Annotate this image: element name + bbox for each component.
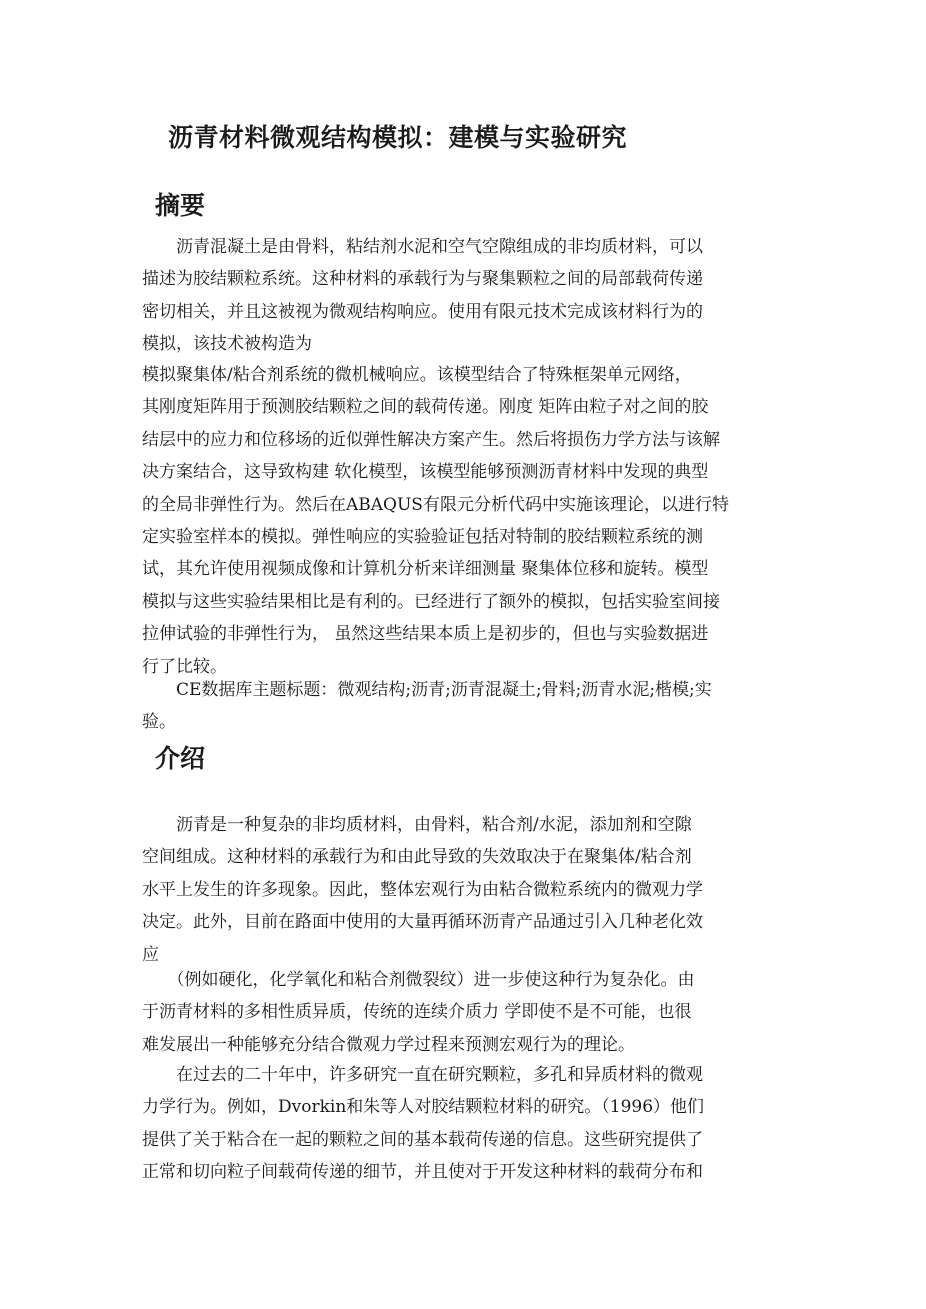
text-line: 力学行为。例如，Dvorkin和朱等人对胶结颗粒材料的研究。（1996）他们 <box>142 1097 705 1118</box>
text-line: 决方案结合，这导致构建 软化模型，该模型能够预测沥青材料中发现的典型 <box>142 462 709 483</box>
text-line: 的全局非弹性行为。然后在ABAQUS有限元分析代码中实施该理论，以进行特 <box>142 494 729 515</box>
text-line: 应 <box>142 944 159 965</box>
text-line: 描述为胶结颗粒系统。这种材料的承载行为与聚集颗粒之间的局部载荷传递 <box>142 269 703 290</box>
text-line: 模拟，该技术被构造为 <box>142 334 312 355</box>
text-line: 沥青混凝土是由骨料，粘结剂水泥和空气空隙组成的非均质材料，可以 <box>142 237 703 257</box>
abstract-paragraph-1 <box>142 231 782 361</box>
page-title: 沥青材料微观结构模拟：建模与实验研究 <box>168 123 628 152</box>
subject-headings <box>142 674 782 739</box>
abstract-paragraph-2 <box>142 359 782 683</box>
text-line: 结层中的应力和位移场的近似弹性解决方案产生。然后将损伤力学方法与该解 <box>142 429 720 450</box>
text-line: 水平上发生的许多现象。因此，整体宏观行为由粘合微粒系统内的微观力学 <box>142 879 703 900</box>
text-line: 行了比较。 <box>142 656 227 677</box>
introduction-paragraph-2 <box>142 964 782 1061</box>
text-line: 于沥青材料的多相性质异质，传统的连续介质力 学即使不是不可能，也很 <box>142 1002 692 1023</box>
text-line: （例如硬化，化学氧化和粘合剂微裂纹）进一步使这种行为复杂化。由 <box>142 970 695 990</box>
text-line: 试，其允许使用视频成像和计算机分析来详细测量 聚集体位移和旋转。模型 <box>142 559 709 580</box>
text-line: 其刚度矩阵用于预测胶结颗粒之间的载荷传递。刚度 矩阵由粒子对之间的胶 <box>142 397 709 418</box>
text-line: 正常和切向粒子间载荷传递的细节，并且使对于开发这种材料的载荷分布和 <box>142 1162 703 1183</box>
text-line: 拉伸试验的非弹性行为， 虽然这些结果本质上是初步的，但也与实验数据进 <box>142 624 709 645</box>
text-line: 模拟与这些实验结果相比是有利的。已经进行了额外的模拟，包括实验室间接 <box>142 591 720 612</box>
abstract-heading: 摘要 <box>155 191 206 220</box>
text-line: 难发展出一种能够充分结合微观力学过程来预测宏观行为的理论。 <box>142 1034 635 1055</box>
text-line: 模拟聚集体/粘合剂系统的微机械响应。该模型结合了特殊框架单元网络， <box>142 365 692 385</box>
introduction-paragraph-1 <box>142 809 782 971</box>
introduction-paragraph-3 <box>142 1059 782 1189</box>
text-line: CE数据库主题标题：微观结构;沥青;沥青混凝土;骨料;沥青水泥;楷模;实 <box>142 680 712 700</box>
text-line: 验。 <box>142 712 176 733</box>
text-line: 密切相关，并且这被视为微观结构响应。使用有限元技术完成该材料行为的 <box>142 301 703 322</box>
text-line: 在过去的二十年中，许多研究一直在研究颗粒，多孔和异质材料的微观 <box>142 1065 703 1085</box>
text-line: 空间组成。这种材料的承载行为和由此导致的失效取决于在聚集体/粘合剂 <box>142 847 692 868</box>
introduction-heading: 介绍 <box>155 744 206 773</box>
text-line: 沥青是一种复杂的非均质材料，由骨料，粘合剂/水泥，添加剂和空隙 <box>142 815 692 835</box>
text-line: 提供了关于粘合在一起的颗粒之间的基本载荷传递的信息。这些研究提供了 <box>142 1129 703 1150</box>
text-line: 定实验室样本的模拟。弹性响应的实验验证包括对特制的胶结颗粒系统的测 <box>142 526 703 547</box>
text-line: 决定。此外，目前在路面中使用的大量再循环沥青产品通过引入几种老化效 <box>142 912 703 933</box>
